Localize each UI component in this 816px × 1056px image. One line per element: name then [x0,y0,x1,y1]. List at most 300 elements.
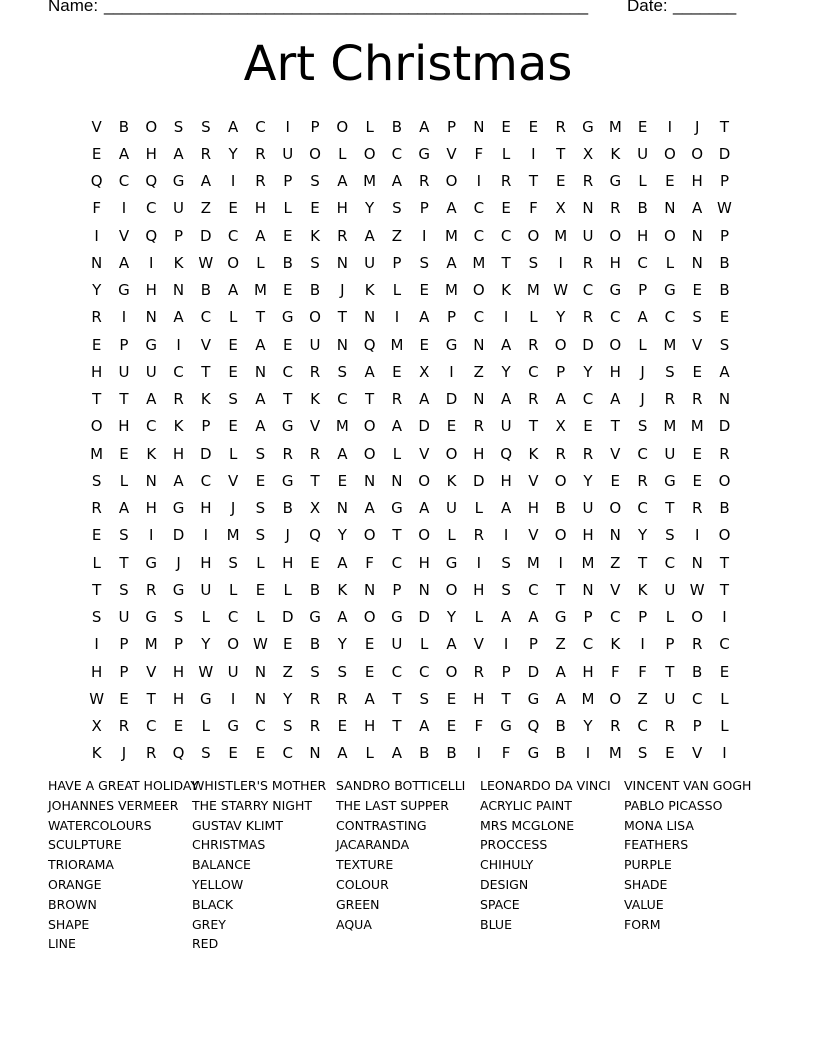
grid-letter: P [719,172,729,191]
grid-letter: E [692,444,702,463]
grid-letter: C [637,253,648,272]
grid-letter: O [691,144,704,163]
grid-letter: D [582,335,594,354]
grid-letter: C [637,717,648,736]
grid-letter: R [610,199,621,218]
grid-letter: G [281,417,294,436]
grid-letter: C [500,226,512,245]
grid-letter: G [527,744,540,763]
grid-letter: A [337,744,348,763]
grid-letter: V [200,335,211,354]
grid-letter: K [637,580,648,599]
grid-letter: B [719,281,730,300]
grid-row [83,631,743,658]
grid-letter: K [173,253,184,272]
grid-letter: R [473,526,485,545]
grid-letter: Y [446,608,457,627]
word-column [624,776,768,954]
grid-letter: E [665,744,675,763]
grid-letter: A [555,390,566,409]
grid-letter: E [228,744,238,763]
grid-letter: G [309,608,321,627]
grid-letter: H [172,662,185,681]
grid-letter: M [363,172,377,191]
grid-letter: R [200,144,212,163]
grid-letter: H [145,499,157,518]
grid-letter: J [340,281,345,300]
grid-letter: U [664,444,676,463]
grid-letter: P [665,635,675,654]
grid-letter: E [282,226,293,245]
grid-letter: L [228,308,238,327]
word-column [192,776,336,954]
word-item: CHIHULY [480,857,534,873]
grid-letter: M [581,553,595,572]
grid-letter: P [119,662,129,681]
grid-letter: O [609,499,622,518]
grid-letter: D [418,417,430,436]
grid-letter: C [719,635,730,654]
word-item: ACRYLIC PAINT [480,797,572,813]
grid-letter: C [227,608,239,627]
grid-letter: V [446,144,457,163]
grid-letter: I [476,172,482,191]
grid-letter: R [719,444,730,463]
grid-letter: C [610,308,621,327]
grid-letter: L [529,308,538,327]
grid-letter: L [720,717,729,736]
grid-letter: B [719,499,730,518]
word-item: TRIORAMA [48,857,114,873]
grid-letter: C [528,362,539,381]
grid-letter: H [582,526,594,545]
grid-letter: I [667,117,673,136]
grid-letter: A [364,226,375,245]
grid-letter: G [281,471,294,490]
grid-row [83,740,743,767]
grid-letter: A [419,499,430,518]
grid-letter: G [418,144,431,163]
grid-letter: G [609,281,622,300]
grid-row [83,195,743,222]
grid-letter: G [172,172,185,191]
grid-letter: R [691,499,703,518]
grid-letter: A [446,199,457,218]
grid-letter: C [255,717,266,736]
grid-row [83,713,743,740]
word-item: MRS MCGLONE [480,817,575,833]
grid-letter: Y [337,526,347,545]
grid-letter: C [255,117,266,136]
grid-letter: I [421,226,427,245]
grid-letter: M [581,689,595,708]
grid-letter: G [172,580,185,599]
grid-letter: N [691,553,703,572]
grid-letter: Z [610,553,621,572]
grid-letter: H [527,499,540,518]
grid-letter: L [638,335,647,354]
grid-letter: R [146,744,157,763]
grid-letter: E [610,471,621,490]
grid-letter: E [91,526,102,545]
grid-letter: R [337,689,348,708]
grid-letter: Q [145,172,158,191]
grid-row [83,413,743,440]
grid-letter: L [283,199,292,218]
grid-letter: H [473,580,485,599]
grid-letter: N [582,580,594,599]
word-column [336,776,480,954]
grid-letter: H [609,253,621,272]
grid-letter: W [689,580,705,599]
grid-row [83,549,743,576]
date-label: Date: [627,0,668,15]
grid-letter: C [664,308,676,327]
grid-letter: U [118,608,130,627]
grid-letter: Z [282,662,293,681]
grid-letter: O [445,444,458,463]
grid-letter: K [91,744,102,763]
grid-letter: M [445,226,458,245]
grid-letter: O [691,608,704,627]
grid-letter: N [254,362,267,381]
grid-letter: P [719,226,729,245]
grid-letter: R [555,117,566,136]
grid-letter: P [556,362,566,381]
grid-letter: D [200,226,212,245]
grid-letter: S [119,526,129,545]
grid-letter: T [556,144,566,163]
grid-letter: R [255,172,266,191]
grid-letter: A [337,444,348,463]
grid-letter: E [173,717,184,736]
grid-letter: W [253,635,268,654]
grid-letter: R [610,717,621,736]
grid-letter: T [719,553,730,572]
grid-letter: Y [283,689,293,708]
grid-letter: N [473,335,485,354]
grid-letter: M [445,281,458,300]
grid-letter: S [419,253,429,272]
grid-letter: I [121,308,127,327]
grid-letter: Y [583,717,593,736]
grid-letter: T [638,553,648,572]
grid-letter: V [692,335,703,354]
grid-letter: Y [638,526,648,545]
grid-letter: M [472,253,486,272]
grid-letter: R [146,580,157,599]
grid-letter: B [282,253,293,272]
grid-letter: S [119,580,129,599]
grid-letter: I [558,553,563,572]
grid-letter: H [145,281,157,300]
grid-letter: I [585,744,591,763]
grid-letter: A [419,390,430,409]
grid-letter: I [230,689,236,708]
grid-letter: G [391,608,403,627]
grid-letter: V [419,444,430,463]
grid-letter: T [501,689,511,708]
word-item: ORANGE [48,876,102,892]
grid-letter: L [119,471,129,490]
grid-letter: C [173,362,184,381]
grid-letter: C [391,662,403,681]
grid-letter: A [391,744,403,763]
grid-letter: C [200,308,212,327]
grid-letter: B [719,253,730,272]
grid-letter: E [446,417,457,436]
grid-letter: A [610,390,621,409]
grid-letter: O [554,526,567,545]
grid-letter: L [228,444,238,463]
grid-letter: T [119,553,129,572]
grid-letter: P [201,417,211,436]
grid-letter: R [528,335,539,354]
grid-letter: L [638,172,647,191]
word-item: SHADE [624,876,668,892]
grid-letter: H [91,362,103,381]
grid-letter: L [665,608,675,627]
grid-letter: D [718,144,731,163]
grid-letter: I [394,308,400,327]
grid-letter: U [500,417,512,436]
grid-letter: P [119,335,129,354]
grid-letter: M [608,117,622,136]
grid-letter: T [501,253,511,272]
grid-letter: E [419,335,429,354]
grid-letter: U [446,499,457,518]
grid-letter: Z [555,635,566,654]
word-item: TEXTURE [336,857,394,873]
grid-letter: N [391,471,403,490]
grid-letter: A [446,635,457,654]
grid-letter: T [392,526,402,545]
grid-letter: E [665,172,675,191]
grid-letter: O [363,526,376,545]
grid-letter: S [228,553,238,572]
grid-letter: E [637,117,648,136]
grid-letter: G [582,117,594,136]
grid-letter: R [664,390,676,409]
grid-letter: U [309,335,321,354]
grid-letter: N [364,580,376,599]
grid-letter: L [392,281,402,300]
grid-letter: S [310,662,320,681]
word-item: HAVE A GREAT HOLIDAY [48,778,199,793]
grid-letter: C [637,499,648,518]
word-item: SANDRO BOTTICELLI [336,778,466,793]
grid-letter: V [528,526,539,545]
grid-letter: E [501,117,511,136]
grid-letter: S [719,335,730,354]
grid-letter: E [228,417,238,436]
grid-letter: X [419,362,430,381]
grid-letter: I [476,744,482,763]
name-label: Name: [48,0,99,15]
grid-letter: A [419,717,430,736]
grid-letter: C [282,744,293,763]
grid-letter: J [176,553,181,572]
grid-letter: O [90,417,103,436]
word-item: GREY [192,916,226,932]
grid-letter: A [200,172,211,191]
grid-letter: U [173,199,185,218]
grid-letter: N [718,390,731,409]
grid-letter: O [418,526,431,545]
grid-letter: S [392,199,402,218]
grid-letter: B [200,281,211,300]
grid-letter: Z [637,689,648,708]
grid-letter: L [501,144,511,163]
grid-letter: N [254,689,267,708]
grid-letter: E [255,580,266,599]
grid-letter: F [529,199,538,218]
grid-letter: D [200,444,212,463]
grid-letter: C [473,226,485,245]
grid-letter: E [446,689,457,708]
grid-letter: S [528,253,539,272]
grid-letter: I [449,362,454,381]
word-item: SPACE [480,896,520,912]
word-item: BALANCE [192,857,251,873]
grid-letter: U [145,362,157,381]
grid-letter: O [445,662,458,681]
grid-letter: A [637,308,648,327]
grid-letter: A [500,335,512,354]
grid-letter: S [282,717,293,736]
grid-letter: B [118,117,130,136]
grid-letter: G [281,308,294,327]
grid-letter: L [256,253,265,272]
grid-letter: Q [145,226,158,245]
grid-letter: L [256,608,265,627]
grid-letter: O [609,689,622,708]
grid-row [83,495,743,522]
grid-letter: P [446,308,457,327]
grid-letter: T [146,689,156,708]
grid-letter: T [719,580,730,599]
grid-letter: S [228,390,238,409]
grid-letter: M [390,335,404,354]
grid-letter: P [392,253,402,272]
grid-letter: P [638,281,648,300]
grid-letter: G [227,717,239,736]
grid-letter: C [610,608,621,627]
grid-letter: A [446,253,457,272]
grid-letter: S [255,526,266,545]
grid-letter: E [501,199,511,218]
grid-letter: T [119,390,129,409]
grid-letter: V [228,471,239,490]
grid-letter: S [310,172,320,191]
grid-letter: E [282,635,293,654]
grid-letter: Y [365,199,375,218]
grid-letter: Q [363,335,376,354]
grid-row [83,277,743,304]
grid-letter: R [337,226,348,245]
grid-row [83,576,743,603]
grid-letter: K [337,580,348,599]
grid-letter: A [692,199,703,218]
grid-letter: U [282,144,294,163]
grid-letter: P [583,608,593,627]
grid-letter: V [692,744,703,763]
grid-letter: S [692,308,702,327]
grid-letter: R [691,390,703,409]
grid-letter: T [283,390,293,409]
grid-letter: F [501,744,511,763]
grid-letter: A [364,689,375,708]
grid-letter: B [419,744,430,763]
grid-letter: L [92,553,101,572]
grid-row [83,331,743,358]
grid-letter: H [172,444,185,463]
grid-letter: Q [90,172,103,191]
grid-letter: R [91,499,102,518]
grid-row [83,386,743,413]
word-item: PROCCESS [480,837,548,853]
grid-letter: T [392,717,402,736]
grid-letter: N [664,199,676,218]
grid-letter: E [282,335,293,354]
grid-letter: P [419,199,429,218]
grid-letter: S [310,253,320,272]
word-item: THE STARRY NIGHT [192,797,312,813]
grid-letter: E [555,172,566,191]
grid-letter: X [555,199,566,218]
grid-letter: G [200,689,212,708]
grid-letter: C [146,717,157,736]
grid-letter: C [391,144,403,163]
name-blank-line: ______________________________________________________ [104,0,588,15]
grid-letter: Y [228,144,238,163]
grid-letter: B [555,744,566,763]
grid-letter: U [582,226,594,245]
grid-letter: T [392,689,402,708]
grid-letter: S [637,417,648,436]
grid-letter: E [364,662,375,681]
grid-letter: E [310,553,320,572]
word-list [48,776,768,954]
grid-letter: N [609,526,621,545]
grid-letter: K [364,281,375,300]
grid-letter: R [664,717,676,736]
grid-letter: L [474,499,483,518]
grid-letter: L [283,580,292,599]
grid-letter: L [474,608,483,627]
word-item: BLACK [192,896,234,912]
grid-letter: T [92,390,102,409]
grid-letter: E [310,199,320,218]
grid-letter: T [92,580,102,599]
grid-letter: O [554,335,567,354]
grid-row [83,113,743,140]
grid-row [83,140,743,167]
grid-letter: K [310,226,320,245]
grid-letter: U [200,580,212,599]
grid-letter: R [582,308,594,327]
word-column [48,776,199,954]
grid-letter: N [418,580,430,599]
grid-letter: E [255,471,266,490]
grid-letter: S [665,362,675,381]
grid-letter: E [91,335,102,354]
grid-letter: H [582,662,594,681]
grid-letter: N [691,253,703,272]
grid-letter: A [337,553,348,572]
grid-letter: L [201,717,211,736]
grid-letter: D [418,608,430,627]
